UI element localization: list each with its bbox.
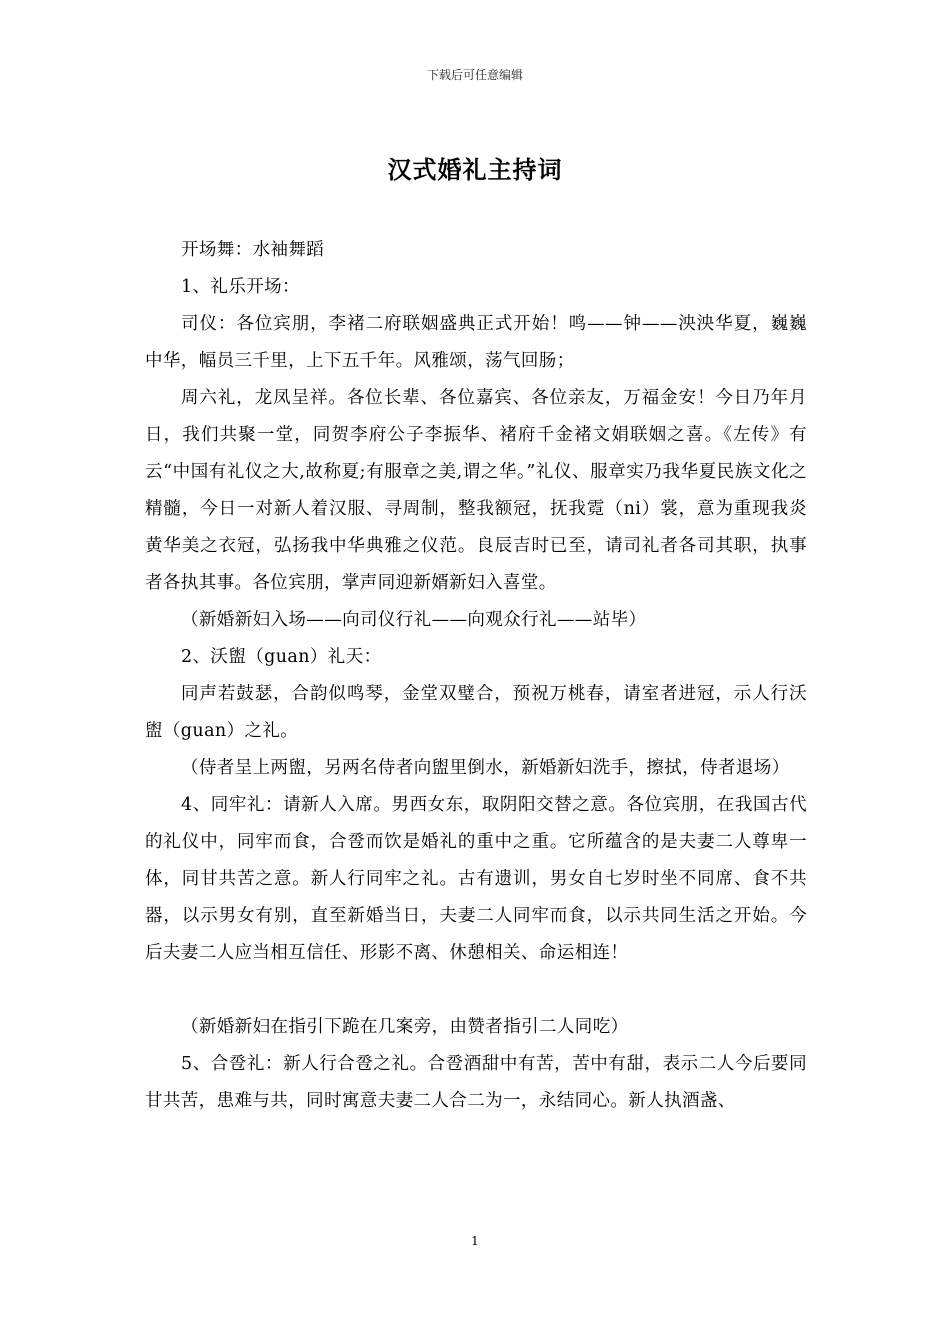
paragraph-section-2-heading: 2、沃盥（guan）礼天： [181, 647, 382, 667]
page-header: 下载后可任意编辑 [426, 68, 523, 82]
paragraph-section-1-heading: 1、礼乐开场： [181, 277, 300, 297]
paragraph-washing-ritual: 同声若鼓瑟，合韵似鸣琴，金堂双璧合，预祝万桃春，请室者进冠，示人行沃盥（guan）之礼。 [145, 684, 807, 741]
paragraph-entrance-note: （新婚新妇入场——向司仪行礼——向观众行礼——站毕） [181, 610, 647, 630]
document-body [145, 232, 807, 1120]
paragraph-section-4-tonglao: 4、同牢礼：请新人入席。男西女东，取阴阳交替之意。各位宾朋，在我国古代的礼仪中，同牢而食，合卺而饮是婚礼的重中之重。它所蕴含的是夫妻二人尊卑一体，同甘共苦之意。新人行同牢之礼。古有遗训，男女自七岁时坐不同席、食不共器，以示男女有别，直至新婚当日，夫妻二人同牢而食，以示共同生活之开始。今后夫妻二人应当相互信任、形影不离、休憩相关、命运相连！ [145, 795, 807, 963]
document-title: 汉式婚礼主持词 [387, 155, 563, 184]
paragraph-host-opening: 司仪：各位宾朋，李褚二府联姻盛典正式开始！鸣——钟——泱泱华夏，巍巍中华，幅员三千里，上下五千年。风雅颂，荡气回肠； [145, 314, 807, 371]
page-number: 1 [471, 1234, 479, 1248]
paragraph-host-welcome: 周六礼，龙凤呈祥。各位长辈、各位嘉宾、各位亲友，万福金安！今日乃年月日，我们共聚一堂，同贺李府公子李振华、褚府千金褚文娟联姻之喜。《左传》有云“中国有礼仪之大,故称夏;有服章之美,谓之华。”礼仪、服章实乃我华夏民族文化之精髓，今日一对新人着汉服、寻周制，整我额冠，抚我霓（ni）裳，意为重现我炎黄华美之衣冠，弘扬我中华典雅之仪范。良辰吉时已至，请司礼者各司其职，执事者各执其事。各位宾朋，掌声同迎新婿新妇入喜堂。 [145, 388, 807, 593]
paragraph-washing-note: （侍者呈上两盥，另两名侍者向盥里倒水，新婚新妇洗手，擦拭，侍者退场） [181, 758, 790, 778]
paragraph-section-5-hejin: 5、合卺礼：新人行合卺之礼。合卺酒甜中有苦，苦中有甜，表示二人今后要同甘共苦，患难与共，同时寓意夫妻二人合二为一，永结同心。新人执酒盏、 [145, 1054, 807, 1111]
paragraph-opening-dance: 开场舞：水袖舞蹈 [181, 240, 325, 260]
paragraph-tonglao-note: （新婚新妇在指引下跪在几案旁，由赞者指引二人同吃） [181, 1017, 629, 1037]
